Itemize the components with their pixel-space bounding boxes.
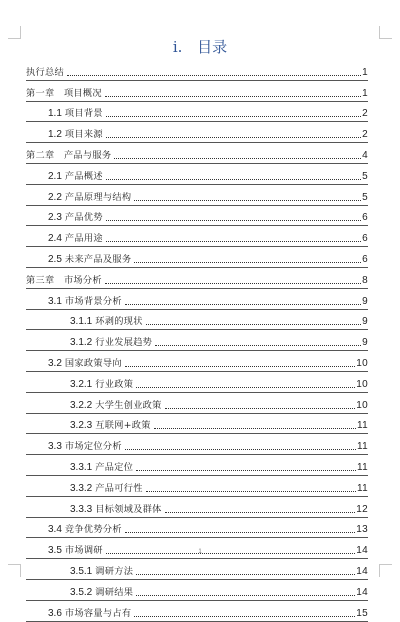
toc-entry-page: 6	[362, 212, 368, 224]
toc-dot-leader	[105, 282, 361, 284]
toc-entry-number: 3.6	[48, 607, 62, 619]
toc-entry-page: 10	[356, 378, 368, 390]
toc-entry[interactable]	[26, 393, 368, 414]
toc-dot-leader	[154, 427, 356, 429]
toc-dot-leader	[134, 261, 361, 263]
toc-dot-leader	[125, 365, 355, 367]
toc-dot-leader	[114, 157, 361, 159]
toc-entry-label	[70, 563, 133, 579]
toc-entry[interactable]	[26, 434, 368, 455]
toc-entry-page: 8	[362, 274, 368, 286]
toc-dot-leader	[136, 469, 356, 471]
toc-entry-page: 15	[356, 607, 368, 619]
toc-entry-page: 1	[362, 66, 368, 78]
toc-entry-title: 行业政策	[95, 378, 134, 390]
toc-entry-label	[26, 272, 102, 288]
toc-entry[interactable]	[26, 164, 368, 185]
toc-entry-page: 4	[362, 149, 368, 161]
toc-dot-leader	[134, 199, 361, 201]
toc-entry-title: 产品原理与结构	[64, 191, 132, 203]
toc-entry-label	[48, 168, 103, 184]
toc-entry-label	[70, 417, 151, 433]
toc-entry-number: 3.3.1	[70, 461, 93, 473]
toc-entry-title: 产品概述	[64, 170, 103, 182]
toc-dot-leader	[105, 95, 361, 97]
toc-dot-leader	[106, 178, 361, 180]
toc-dot-leader	[134, 615, 355, 617]
toc-entry[interactable]	[26, 372, 368, 393]
toc-entry-title: 目标领域及群体	[95, 503, 162, 515]
toc-entry-label	[48, 230, 103, 246]
toc-entry-page: 6	[362, 253, 368, 265]
toc-dot-leader	[125, 303, 361, 305]
toc-entry[interactable]	[26, 102, 368, 123]
toc-entry-label	[48, 355, 122, 371]
toc-entry-title: 产品可行性	[95, 482, 143, 494]
toc-entry-label	[70, 480, 143, 496]
toc-dot-leader	[67, 74, 361, 76]
toc-entry[interactable]	[26, 226, 368, 247]
toc-dot-leader	[146, 323, 361, 325]
toc-entry-label	[48, 126, 103, 142]
toc-entry-number: 3.5.2	[70, 586, 93, 598]
toc-dot-leader	[136, 573, 355, 575]
toc-entry-page: 9	[362, 337, 368, 349]
toc-entry-number: 2.2	[48, 191, 62, 203]
toc-entry-title: 未来产品及服务	[64, 253, 132, 265]
toc-dot-leader	[106, 136, 361, 138]
toc-entry-page: 2	[362, 129, 368, 141]
crop-mark-bottom-right	[379, 564, 392, 577]
toc-entry-page: 5	[362, 191, 368, 203]
toc-entry-title: 大学生创业政策	[95, 399, 162, 411]
toc-entry-label	[70, 501, 162, 517]
toc-entry-page: 10	[356, 399, 368, 411]
toc-entry-page: 9	[362, 295, 368, 307]
toc-dot-leader	[106, 115, 361, 117]
toc-entry[interactable]	[26, 455, 368, 476]
toc-entry-title: 第三章 市场分析	[26, 274, 102, 286]
toc-entry-number: 3.2.2	[70, 399, 93, 411]
toc-entry[interactable]	[26, 518, 368, 539]
toc-entry-number: 3.3	[48, 441, 62, 453]
toc-entry-title: 项目来源	[64, 129, 103, 141]
toc-entry-label	[48, 105, 103, 121]
toc-entry-number: 3.2	[48, 357, 62, 369]
toc-entry-page: 11	[357, 420, 368, 432]
toc-dot-leader	[136, 386, 355, 388]
toc-entry-page: 10	[356, 357, 368, 369]
toc-entry-number: 2.3	[48, 212, 62, 224]
toc-entry-label	[26, 85, 102, 101]
toc-entry-label	[70, 459, 133, 475]
toc-entry[interactable]	[26, 143, 368, 164]
toc-entry-title: 市场容量与占有	[64, 607, 132, 619]
toc-entry-number: 3.2.3	[70, 420, 93, 432]
toc-entry-title: 国家政策导向	[64, 357, 122, 369]
toc-entry[interactable]	[26, 185, 368, 206]
toc-entry[interactable]	[26, 60, 368, 81]
toc-entry-title: 产品优势	[64, 212, 103, 224]
toc-dot-leader	[106, 240, 361, 242]
toc-entry-page: 6	[362, 233, 368, 245]
toc-entry-number: 3.1	[48, 295, 62, 307]
crop-mark-bottom-left	[8, 564, 21, 577]
toc-entry-title: 调研方法	[95, 565, 134, 577]
toc-entry-number: 3.3.2	[70, 482, 93, 494]
toc-entry-page: 11	[357, 441, 368, 453]
toc-entry[interactable]	[26, 330, 368, 351]
toc-entry-title: 产品用途	[64, 233, 103, 245]
toc-entry-title: 环剥的现状	[95, 316, 143, 328]
toc-entry-title: 市场背景分析	[64, 295, 122, 307]
toc-entry-title: 竞争优势分析	[64, 524, 122, 536]
toc-entry-label	[70, 334, 152, 350]
toc-entry-label	[48, 293, 122, 309]
toc-entry-number: 3.1.1	[70, 316, 93, 328]
toc-entry-number: 3.3.3	[70, 503, 93, 515]
toc-entry-page: 5	[362, 170, 368, 182]
toc-entry[interactable]	[26, 476, 368, 497]
toc-entry-number: 2.1	[48, 170, 62, 182]
toc-entry-number: 3.5	[48, 545, 62, 557]
toc-entry-page: 1	[362, 87, 368, 99]
toc-dot-leader	[125, 448, 356, 450]
toc-entry-number: 1.1	[48, 108, 62, 120]
toc-entry[interactable]	[26, 559, 368, 580]
toc-entry-number: 2.5	[48, 253, 62, 265]
toc-entry-label	[48, 521, 122, 537]
toc-heading-title: 目录	[197, 38, 228, 56]
toc-entry[interactable]	[26, 580, 368, 601]
toc-entry-page: 11	[357, 482, 368, 494]
toc-entry-title: 执行总结	[26, 66, 64, 78]
toc-entry-title: 市场定位分析	[64, 441, 122, 453]
toc-dot-leader	[136, 594, 355, 596]
table-of-contents	[26, 60, 368, 622]
toc-entry-page: 11	[357, 461, 368, 473]
toc-entry-title: 产品定位	[95, 461, 134, 473]
toc-entry-label	[70, 313, 143, 329]
toc-entry[interactable]	[26, 206, 368, 227]
toc-entry-title: 第一章 项目概况	[26, 87, 102, 99]
footer-page-number: 1	[198, 549, 202, 555]
toc-entry-page: 9	[362, 316, 368, 328]
toc-entry-page: 12	[356, 503, 368, 515]
toc-entry[interactable]	[26, 310, 368, 331]
toc-entry-page: 13	[356, 524, 368, 536]
toc-entry[interactable]	[26, 268, 368, 289]
toc-entry-label	[48, 438, 122, 454]
toc-entry-number: 3.1.2	[70, 337, 93, 349]
toc-entry[interactable]	[26, 122, 368, 143]
toc-entry-number: 3.2.1	[70, 378, 93, 390]
toc-entry[interactable]	[26, 601, 368, 622]
toc-entry-label	[70, 584, 133, 600]
toc-dot-leader	[165, 407, 356, 409]
toc-entry[interactable]	[26, 247, 368, 268]
toc-entry[interactable]	[26, 81, 368, 102]
toc-entry-title: 项目背景	[64, 108, 103, 120]
toc-dot-leader	[106, 219, 361, 221]
toc-entry-page: 14	[356, 565, 368, 577]
toc-entry-number: 2.4	[48, 233, 62, 245]
toc-entry-page: 14	[356, 586, 368, 598]
toc-entry-number: 3.5.1	[70, 565, 93, 577]
toc-entry-title: 互联网+政策	[95, 420, 151, 432]
toc-entry-label	[48, 209, 103, 225]
toc-entry-label	[48, 605, 131, 621]
toc-dot-leader	[125, 531, 355, 533]
toc-entry-label	[26, 147, 111, 163]
toc-entry-title: 调研结果	[95, 586, 134, 598]
toc-entry[interactable]	[26, 351, 368, 372]
toc-heading	[0, 36, 400, 57]
toc-entry[interactable]	[26, 289, 368, 310]
toc-dot-leader	[146, 490, 356, 492]
toc-entry-label	[70, 397, 162, 413]
toc-entry-title: 行业发展趋势	[95, 337, 153, 349]
toc-entry[interactable]	[26, 497, 368, 518]
toc-heading-number: i.	[172, 38, 183, 56]
toc-entry-number: 1.2	[48, 129, 62, 141]
toc-entry-label	[48, 251, 131, 267]
toc-entry-number: 3.4	[48, 524, 62, 536]
toc-entry-label	[70, 376, 133, 392]
toc-entry-page: 14	[356, 545, 368, 557]
toc-entry-title: 市场调研	[64, 545, 103, 557]
toc-entry-label	[26, 64, 64, 80]
toc-entry-title: 第二章 产品与服务	[26, 149, 112, 161]
toc-dot-leader	[165, 511, 356, 513]
toc-dot-leader	[155, 344, 361, 346]
toc-entry-label	[48, 189, 131, 205]
toc-entry[interactable]	[26, 414, 368, 435]
toc-entry-page: 2	[362, 108, 368, 120]
